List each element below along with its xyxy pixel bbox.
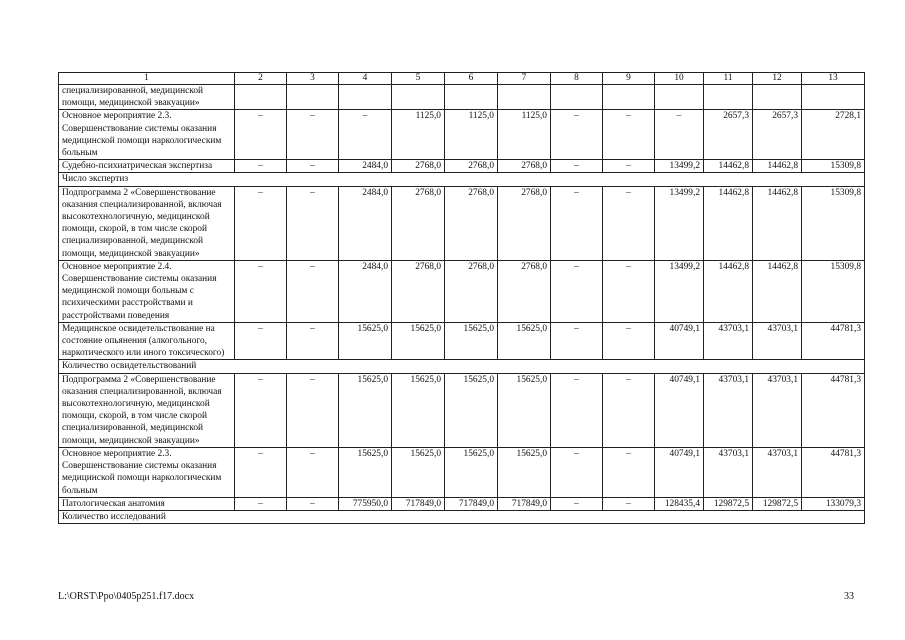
table-cell — [655, 85, 704, 110]
table-cell: – — [551, 497, 603, 510]
table-header-row — [59, 73, 865, 85]
table-cell: 2768,0 — [445, 186, 498, 260]
table-cell: – — [235, 160, 287, 173]
table-row — [59, 110, 865, 160]
table-row — [59, 160, 865, 173]
table-cell — [235, 85, 287, 110]
row-label: Основное мероприятие 2.3. Совершенствование системы оказания медицинской помощи наркологическим больным — [59, 110, 235, 160]
table-cell: – — [235, 322, 287, 360]
table-cell: 15625,0 — [392, 373, 445, 447]
table-cell: 15309,8 — [802, 260, 865, 322]
row-label: Основное мероприятие 2.3. Совершенствование системы оказания медицинской помощи наркологическим больным — [59, 447, 235, 497]
table-cell: 1125,0 — [498, 110, 551, 160]
header-cell: 3 — [287, 73, 339, 85]
table-cell: 43703,1 — [704, 447, 753, 497]
table-cell: 44781,3 — [802, 322, 865, 360]
table-cell: 2768,0 — [498, 260, 551, 322]
table-cell: – — [603, 447, 655, 497]
table-cell: 14462,8 — [753, 160, 802, 173]
table-cell — [392, 85, 445, 110]
table-cell: 15309,8 — [802, 186, 865, 260]
section-label: Число экспертиз — [59, 173, 865, 186]
section-row — [59, 360, 865, 373]
table-cell: 15625,0 — [445, 447, 498, 497]
table-cell: 43703,1 — [753, 373, 802, 447]
table-cell: 1125,0 — [392, 110, 445, 160]
table-cell: 15625,0 — [339, 322, 392, 360]
header-cell: 10 — [655, 73, 704, 85]
budget-table — [58, 72, 865, 524]
table-cell: 15625,0 — [445, 373, 498, 447]
file-path: L:\ORST\Ppo\0405p251.f17.docx — [58, 591, 195, 602]
header-cell: 1 — [59, 73, 235, 85]
row-label: специализированной, медицинской помощи, медицинской эвакуации» — [59, 85, 235, 110]
table-cell: – — [235, 447, 287, 497]
table-cell: 44781,3 — [802, 447, 865, 497]
row-label: Судебно-психиатрическая экспертиза — [59, 160, 235, 173]
row-label: Подпрограмма 2 «Совершенствование оказания специализированной, включая высокотехнологичную, медицинской помощи, скорой, в том числе скорой специализированной, медицинской помощи, медицинской эвакуации» — [59, 373, 235, 447]
table-cell: 717849,0 — [445, 497, 498, 510]
table-cell: 15625,0 — [445, 322, 498, 360]
table-cell: – — [551, 447, 603, 497]
table-cell: 128435,4 — [655, 497, 704, 510]
table-cell: 2484,0 — [339, 186, 392, 260]
header-cell: 12 — [753, 73, 802, 85]
table-cell: – — [551, 186, 603, 260]
table-cell: 40749,1 — [655, 447, 704, 497]
table-cell: – — [603, 497, 655, 510]
table-cell: – — [235, 186, 287, 260]
section-label: Количество освидетельствований — [59, 360, 865, 373]
table-cell: 14462,8 — [704, 160, 753, 173]
table-cell: 15625,0 — [498, 373, 551, 447]
table-cell: 2768,0 — [392, 160, 445, 173]
table-cell: 44781,3 — [802, 373, 865, 447]
table-cell: 133079,3 — [802, 497, 865, 510]
table-cell: 129872,5 — [704, 497, 753, 510]
table-row — [59, 447, 865, 497]
table-cell: 15625,0 — [392, 322, 445, 360]
table-cell: 2768,0 — [445, 260, 498, 322]
table-cell: – — [235, 260, 287, 322]
table-cell: – — [339, 110, 392, 160]
table-cell: 40749,1 — [655, 322, 704, 360]
table-cell: – — [287, 160, 339, 173]
table-cell: 43703,1 — [753, 322, 802, 360]
table-cell: 15625,0 — [392, 447, 445, 497]
table-cell: – — [603, 260, 655, 322]
table-cell: – — [287, 110, 339, 160]
table-body — [59, 73, 865, 524]
table-cell: – — [551, 110, 603, 160]
table-cell: – — [287, 447, 339, 497]
table-cell: 2768,0 — [498, 186, 551, 260]
row-label: Патологическая анатомия — [59, 497, 235, 510]
table-cell: 2768,0 — [392, 186, 445, 260]
table-row — [59, 260, 865, 322]
table-cell: 14462,8 — [753, 186, 802, 260]
header-cell: 13 — [802, 73, 865, 85]
header-cell: 11 — [704, 73, 753, 85]
table-cell: 13499,2 — [655, 260, 704, 322]
table-cell: 15625,0 — [339, 373, 392, 447]
header-cell: 7 — [498, 73, 551, 85]
section-row — [59, 173, 865, 186]
table-cell — [287, 85, 339, 110]
table-cell: 15625,0 — [498, 322, 551, 360]
table-cell: 1125,0 — [445, 110, 498, 160]
table-cell: – — [551, 260, 603, 322]
table-cell — [802, 85, 865, 110]
table-cell: 15625,0 — [498, 447, 551, 497]
table-cell: – — [287, 186, 339, 260]
section-label: Количество исследований — [59, 510, 865, 523]
section-row — [59, 510, 865, 523]
header-cell: 5 — [392, 73, 445, 85]
header-cell: 8 — [551, 73, 603, 85]
table-cell: 43703,1 — [704, 373, 753, 447]
table-cell: 43703,1 — [704, 322, 753, 360]
table-cell: 43703,1 — [753, 447, 802, 497]
table-cell: – — [235, 373, 287, 447]
row-label: Подпрограмма 2 «Совершенствование оказания специализированной, включая высокотехнологичную, медицинской помощи, скорой, в том числе скорой специализированной, медицинской помощи, медицинской эвакуации» — [59, 186, 235, 260]
table-cell: – — [235, 110, 287, 160]
table-cell — [753, 85, 802, 110]
table-cell: 15309,8 — [802, 160, 865, 173]
table-cell: 129872,5 — [753, 497, 802, 510]
table-cell: – — [287, 373, 339, 447]
table-cell — [704, 85, 753, 110]
table-cell: 2657,3 — [704, 110, 753, 160]
table-cell: 13499,2 — [655, 186, 704, 260]
table-cell — [498, 85, 551, 110]
table-cell: – — [551, 160, 603, 173]
table-cell: 15625,0 — [339, 447, 392, 497]
table-cell: 2768,0 — [498, 160, 551, 173]
table-cell: – — [603, 186, 655, 260]
header-cell: 6 — [445, 73, 498, 85]
table-cell: – — [287, 260, 339, 322]
table-cell: 2484,0 — [339, 260, 392, 322]
table-cell: 717849,0 — [392, 497, 445, 510]
header-cell: 9 — [603, 73, 655, 85]
table-cell — [551, 85, 603, 110]
table-cell: – — [287, 322, 339, 360]
table-cell: – — [551, 373, 603, 447]
table-cell: 14462,8 — [704, 186, 753, 260]
table-cell: – — [235, 497, 287, 510]
table-cell: 13499,2 — [655, 160, 704, 173]
table-row — [59, 186, 865, 260]
row-label: Основное мероприятие 2.4. Совершенствование системы оказания медицинской помощи больным с психическими расстройствами и расстройствами поведения — [59, 260, 235, 322]
table-cell: 40749,1 — [655, 373, 704, 447]
table-row — [59, 322, 865, 360]
table-cell: 2657,3 — [753, 110, 802, 160]
table-cell — [603, 85, 655, 110]
table-cell: 717849,0 — [498, 497, 551, 510]
table-cell — [445, 85, 498, 110]
table-cell: 2728,1 — [802, 110, 865, 160]
table-cell: – — [603, 322, 655, 360]
table-cell: – — [603, 373, 655, 447]
header-cell: 2 — [235, 73, 287, 85]
table-cell: 14462,8 — [704, 260, 753, 322]
table-cell: – — [655, 110, 704, 160]
table-cell: 14462,8 — [753, 260, 802, 322]
table-cell: – — [287, 497, 339, 510]
table-cell: 2484,0 — [339, 160, 392, 173]
table-cell: 2768,0 — [445, 160, 498, 173]
table-row — [59, 373, 865, 447]
table-cell: – — [603, 160, 655, 173]
table-row — [59, 85, 865, 110]
table-cell: – — [551, 322, 603, 360]
table-row — [59, 497, 865, 510]
row-label: Медицинское освидетельствование на состояние опьянения (алкогольного, наркотического или иного токсического) — [59, 322, 235, 360]
table-cell — [339, 85, 392, 110]
table-cell: – — [603, 110, 655, 160]
header-cell: 4 — [339, 73, 392, 85]
table-cell: 775950,0 — [339, 497, 392, 510]
table-cell: 2768,0 — [392, 260, 445, 322]
page-number: 33 — [844, 591, 854, 602]
